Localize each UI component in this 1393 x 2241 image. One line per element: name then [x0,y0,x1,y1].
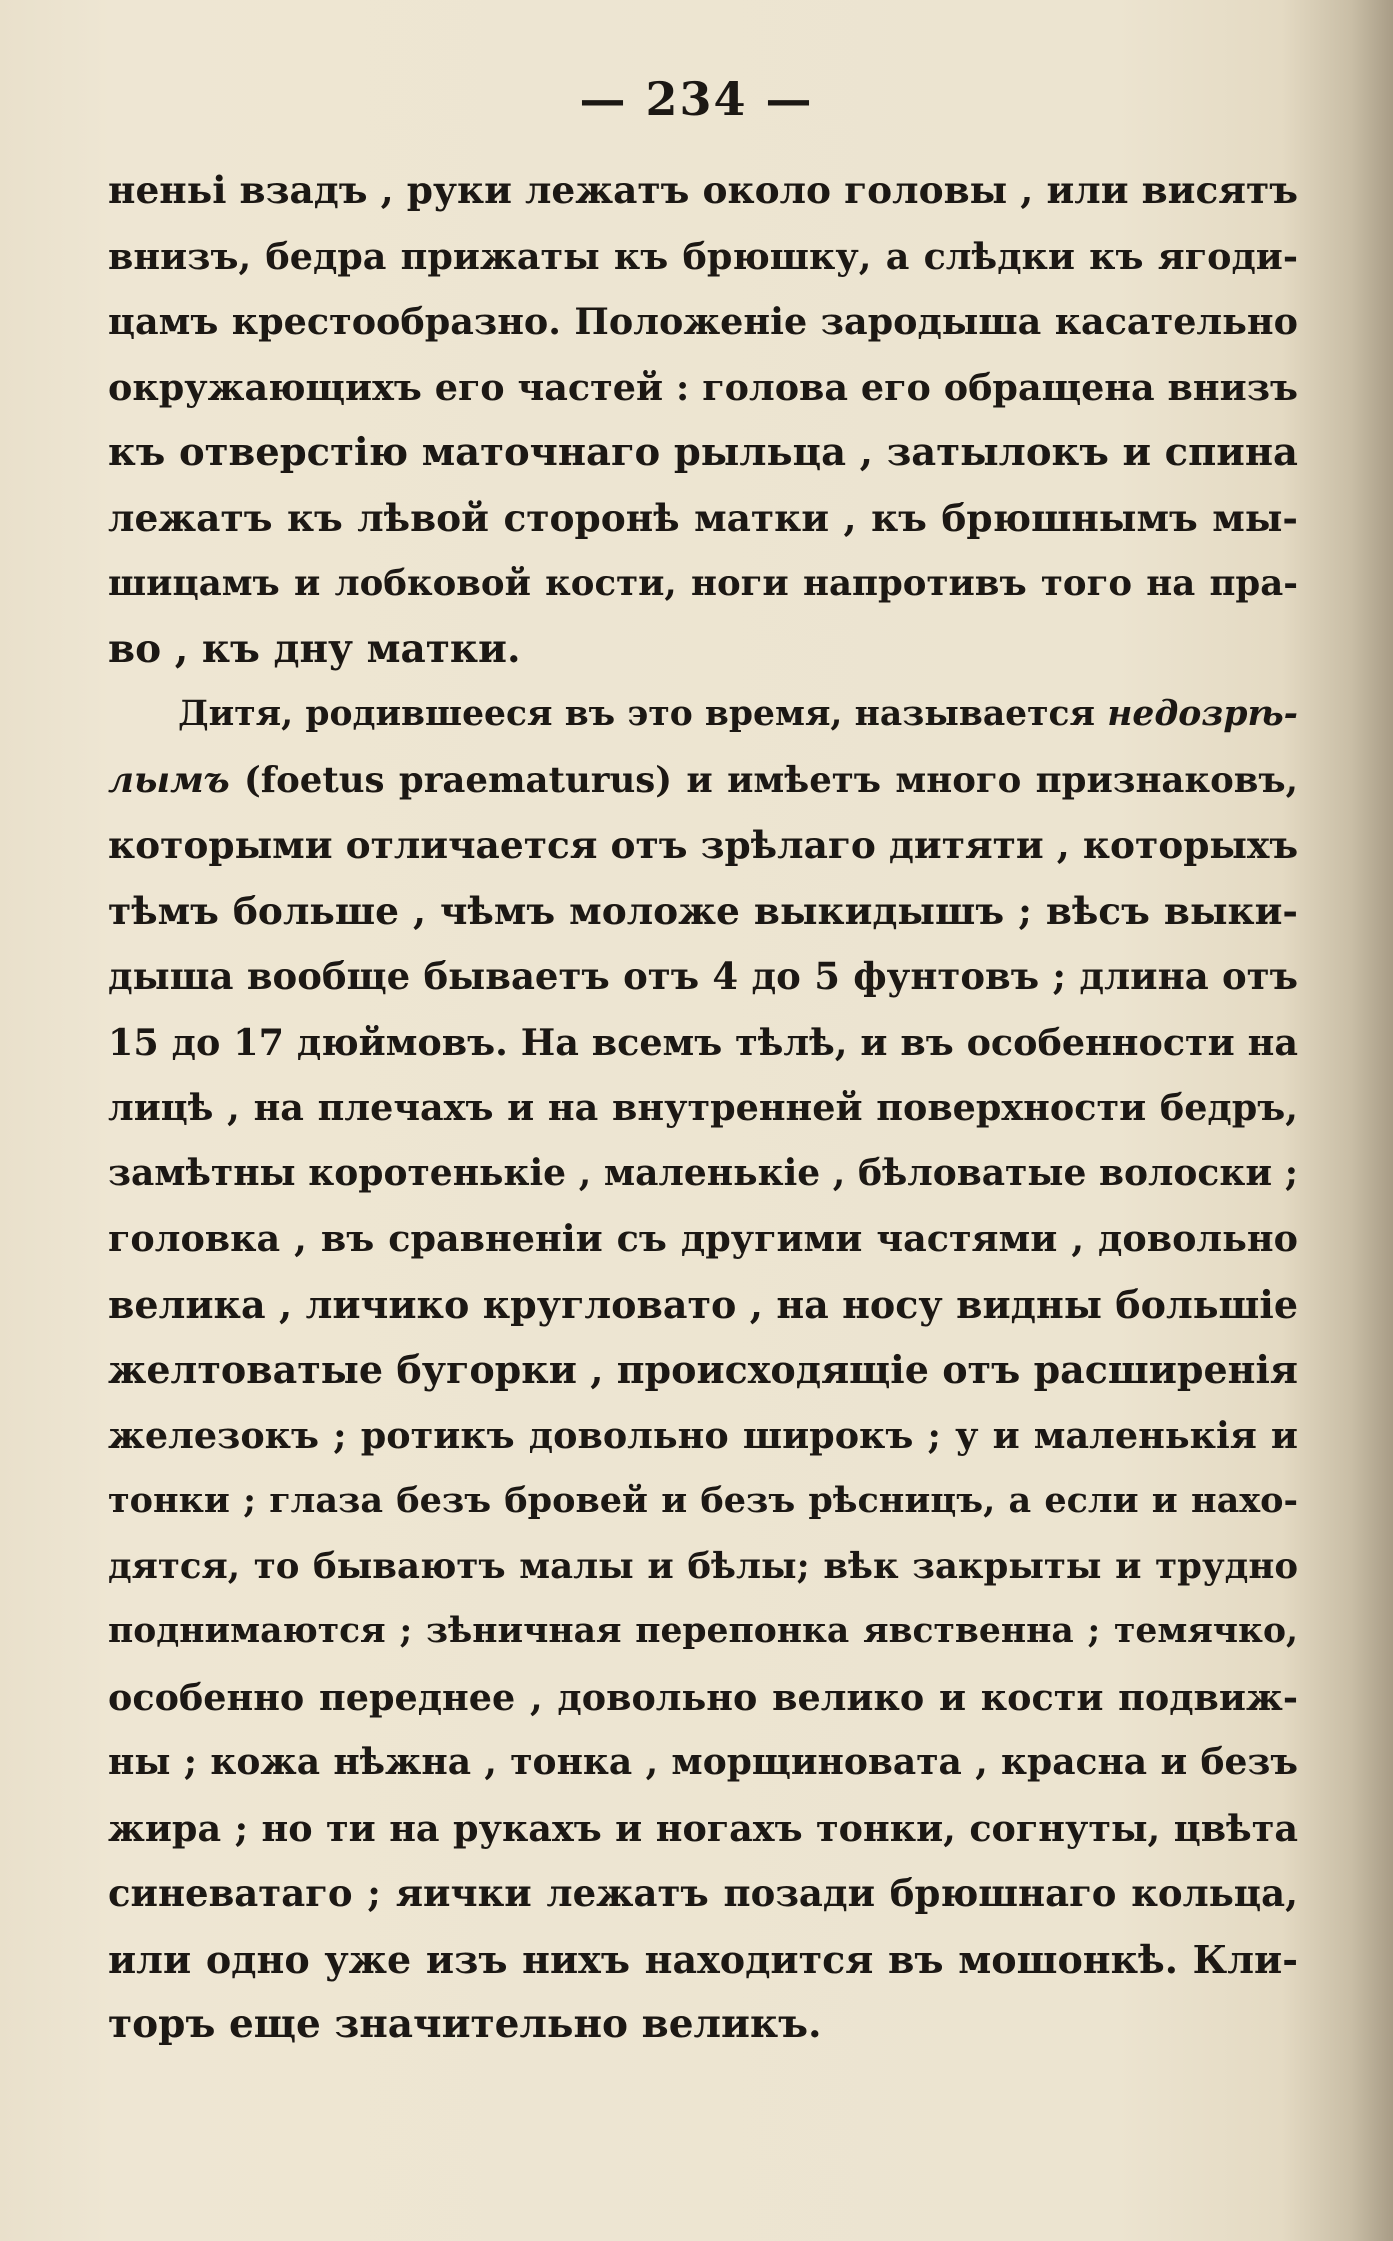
text-line: дыша вообще бываетъ отъ 4 до 5 фунтовъ ; длина отъ [108,954,1298,998]
text-line: ны ; кожа нѣжна , тонка , морщиновата , красна и безъ [108,1741,1298,1783]
line-text: (foetus praematurus) и имѣетъ много признаковъ, [229,759,1298,801]
text-line: торъ еще значительно великъ. [108,2001,822,2047]
text-line: железокъ ; ротикъ довольно широкъ ; у и маленькія и [108,1413,1298,1457]
text-line: или одно уже изъ нихъ находится въ мошонкѣ. Кли- [108,1936,1298,1982]
text-line: 15 до 17 дюймовъ. На всемъ тѣлѣ, и въ особенности на [108,1020,1298,1064]
text-line: лицѣ , на плечахъ и на внутренней поверхности бедръ, [108,1086,1298,1129]
text-line: которыми отличается отъ зрѣлаго дитяти , которыхъ [108,823,1298,867]
text-line: во , къ дну матки. [108,625,521,672]
body-text [108,158,1298,2058]
text-line: желтоватые бугорки , происходящіе отъ расширенія [108,1347,1298,1392]
paragraph-2 [108,682,1298,2058]
text-line: неньі взадъ , руки лежатъ около головы , или висятъ [108,168,1298,212]
text-line [108,682,1298,748]
text-line: тонки ; глаза безъ бровей и безъ рѣсницъ, а если и нахо- [108,1480,1298,1521]
text-line [108,748,1298,814]
text-line: цамъ крестообразно. Положеніе зародыша касательно [108,300,1298,343]
text-line: поднимаются ; зѣничная перепонка явственна ; темячко, [108,1611,1298,1651]
text-line: къ отверстію маточнаго рыльца , затылокъ и спина [108,430,1298,475]
italic-term: недозрѣ- [1107,694,1298,734]
text-line: лежатъ къ лѣвой сторонѣ матки , къ брюшнымъ мы- [108,495,1298,540]
text-line: дятся, то бываютъ малы и бѣлы; вѣк закрыты и трудно [108,1545,1298,1587]
text-line: шицамъ и лобковой кости, ноги напротивъ того на пра- [108,563,1298,604]
text-line: внизъ, бедра прижаты къ брюшку, а слѣдки къ ягоди- [108,234,1298,278]
text-line: головка , въ сравненіи съ другими частями , довольно [108,1217,1298,1260]
line-text: Дитя, родившееся въ это время, называется [178,694,1108,734]
text-line: синеватаго ; яички лежатъ позади брюшнаго кольца, [108,1871,1298,1915]
text-line: особенно переднее , довольно велико и кости подвиж- [108,1675,1298,1719]
page-number: — 234 — [579,72,814,126]
text-line: замѣтны коротенькіе , маленькіе , бѣловатые волоски ; [108,1151,1298,1194]
text-line: велика , личико кругловато , на носу видны большіе [108,1281,1298,1327]
text-line: тѣмъ больше , чѣмъ моложе выкидышъ ; вѣсъ выки- [108,888,1298,933]
text-line: жира ; но ти на рукахъ и ногахъ тонки, согнуты, цвѣта [108,1806,1298,1850]
italic-term: лымъ [108,759,230,801]
paragraph-1 [108,158,1298,682]
text-line: окружающихъ его частей : голова его обращена внизъ [108,365,1298,409]
